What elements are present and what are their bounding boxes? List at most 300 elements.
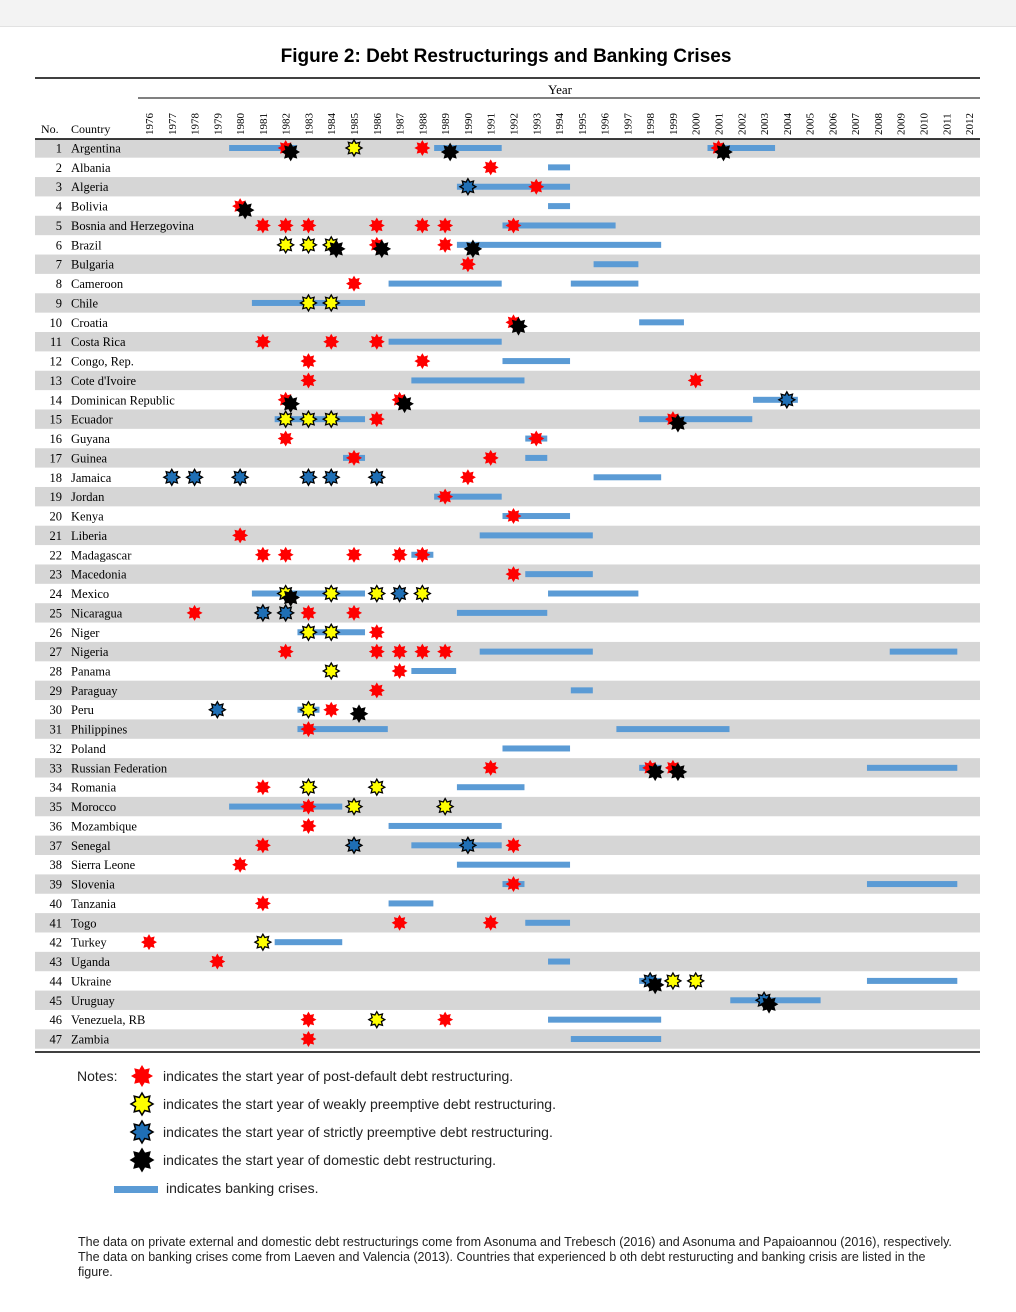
post-default-star [187, 605, 203, 621]
year-tick-2009: 2009 [895, 113, 908, 135]
year-tick-2002: 2002 [736, 113, 749, 135]
banking-crisis-bar [457, 242, 661, 248]
post-default-star [255, 217, 271, 233]
year-tick-1981: 1981 [257, 113, 270, 135]
domestic-star [397, 396, 413, 412]
year-tick-1994: 1994 [554, 113, 567, 135]
post-default-star [255, 895, 271, 911]
year-tick-2003: 2003 [759, 113, 772, 135]
row-number: 33 [49, 761, 62, 776]
row-number: 2 [55, 160, 62, 175]
weakly-preemptive-star [300, 411, 316, 427]
banking-crisis-bar [411, 668, 456, 674]
domestic-star [647, 977, 663, 993]
year-tick-2012: 2012 [964, 113, 977, 135]
post-default-star [278, 547, 294, 563]
post-default-star [278, 431, 294, 447]
weakly-preemptive-star [323, 663, 339, 679]
strictly-preemptive-star [323, 469, 339, 485]
country-label: Bulgaria [71, 257, 115, 272]
weakly-preemptive-star [300, 295, 316, 311]
year-tick-1997: 1997 [622, 113, 635, 135]
year-tick-2005: 2005 [804, 113, 817, 135]
row-number: 19 [49, 490, 62, 505]
country-label: Ukraine [71, 974, 112, 989]
year-tick-1988: 1988 [417, 113, 430, 135]
row-number: 10 [49, 315, 62, 330]
banking-crisis-bar [502, 358, 570, 364]
country-label: Poland [71, 741, 106, 756]
weakly-preemptive-star [323, 411, 339, 427]
domestic-star [442, 144, 458, 160]
post-default-star [232, 527, 248, 543]
year-tick-labels [144, 113, 976, 136]
banking-crisis-bar [457, 610, 547, 616]
post-default-star [300, 605, 316, 621]
post-default-star [278, 644, 294, 660]
country-label: Macedonia [71, 567, 127, 582]
row-band [35, 991, 980, 1010]
domestic-star [283, 144, 299, 160]
post-default-star [300, 217, 316, 233]
country-label: Niger [71, 625, 100, 640]
post-default-star [369, 644, 385, 660]
banking-crisis-bar [411, 842, 501, 848]
country-label: Brazil [71, 238, 102, 253]
country-label: Panama [71, 664, 111, 679]
post-default-star [300, 818, 316, 834]
banking-crisis-bar [252, 591, 365, 597]
post-default-star [414, 547, 430, 563]
country-label: Mozambique [71, 819, 137, 834]
post-default-star [437, 1012, 453, 1028]
year-tick-1990: 1990 [462, 113, 475, 135]
country-label: Togo [71, 916, 97, 931]
country-label: Guinea [71, 451, 108, 466]
row-number: 11 [49, 335, 62, 350]
row-band [35, 797, 980, 816]
legend-post-default-star [131, 1065, 153, 1087]
banking-crisis-bar [867, 978, 957, 984]
post-default-star [392, 547, 408, 563]
banking-crisis-bar [594, 474, 662, 480]
legend-domestic-text: indicates the start year of domestic debt restructuring. [163, 1152, 497, 1168]
post-default-star [505, 837, 521, 853]
row-number: 20 [49, 509, 62, 524]
row-number: 17 [49, 451, 62, 466]
banking-crisis-bar [571, 1036, 661, 1042]
strictly-preemptive-star [187, 469, 203, 485]
weakly-preemptive-star [278, 237, 294, 253]
country-label: Sierra Leone [71, 858, 136, 873]
weakly-preemptive-star [323, 624, 339, 640]
legend-strictly-preemptive-text: indicates the start year of strictly preemptive debt restructuring. [163, 1124, 553, 1140]
year-tick-1979: 1979 [212, 113, 225, 135]
row-band [35, 332, 980, 351]
post-default-star [414, 644, 430, 660]
row-backgrounds [35, 138, 980, 1048]
legend-banking-text: indicates banking crises. [166, 1180, 319, 1196]
country-label: Uganda [71, 955, 110, 970]
domestic-star [670, 764, 686, 780]
row-number: 13 [49, 373, 62, 388]
year-tick-1995: 1995 [576, 113, 589, 135]
banking-crisis-bar [548, 591, 638, 597]
row-number: 35 [49, 800, 62, 815]
year-tick-2007: 2007 [850, 113, 863, 135]
strictly-preemptive-star [346, 837, 362, 853]
post-default-star [300, 721, 316, 737]
banking-crisis-bar [229, 804, 342, 810]
post-default-star [369, 682, 385, 698]
row-number: 5 [55, 218, 62, 233]
post-default-star [505, 508, 521, 524]
banking-crisis-bar [457, 862, 570, 868]
row-number: 38 [49, 858, 62, 873]
post-default-star [460, 256, 476, 272]
post-default-star [688, 372, 704, 388]
domestic-star [351, 706, 367, 722]
post-default-star [232, 857, 248, 873]
row-number: 28 [49, 664, 62, 679]
post-default-star [255, 837, 271, 853]
row-number: 40 [49, 896, 62, 911]
row-number: 22 [49, 548, 62, 563]
weakly-preemptive-star [437, 799, 453, 815]
row-band [35, 952, 980, 971]
country-label: Croatia [71, 315, 108, 330]
post-default-star [369, 334, 385, 350]
banking-crisis-bar [457, 784, 525, 790]
country-label: Madagascar [71, 548, 132, 563]
post-default-star [300, 1012, 316, 1028]
banking-crisis-bar [275, 939, 343, 945]
row-band [35, 409, 980, 428]
country-label: Argentina [71, 141, 121, 156]
row-number: 8 [55, 277, 62, 292]
row-number: 24 [49, 587, 62, 602]
country-label: Philippines [71, 722, 128, 737]
year-tick-1984: 1984 [326, 113, 339, 135]
year-tick-1999: 1999 [667, 113, 680, 135]
weakly-preemptive-star [346, 799, 362, 815]
notes-label: Notes: [77, 1068, 118, 1084]
post-default-star [437, 217, 453, 233]
post-default-star [369, 624, 385, 640]
row-number: 30 [49, 703, 62, 718]
country-labels [50, 142, 195, 1047]
row-number: 1 [55, 141, 62, 156]
weakly-preemptive-star [300, 237, 316, 253]
strictly-preemptive-star [460, 179, 476, 195]
banking-crisis-bar [411, 377, 524, 383]
post-default-star [528, 431, 544, 447]
post-default-star [483, 915, 499, 931]
year-tick-2000: 2000 [690, 113, 703, 135]
country-label: Dominican Republic [71, 393, 175, 408]
country-label: Morocco [71, 800, 117, 815]
country-label: Kenya [71, 509, 104, 524]
row-band [35, 293, 980, 312]
post-default-star [255, 779, 271, 795]
weakly-preemptive-star [665, 973, 681, 989]
weakly-preemptive-star [278, 411, 294, 427]
banking-crisis-bar [548, 959, 570, 965]
year-tick-1978: 1978 [189, 113, 202, 135]
country-label: Ecuador [71, 412, 113, 427]
strictly-preemptive-star [369, 469, 385, 485]
row-number: 6 [55, 238, 62, 253]
banking-crisis-bar [389, 281, 502, 287]
banking-crisis-bar [867, 765, 957, 771]
col-country-header: Country [71, 122, 111, 136]
weakly-preemptive-star [255, 934, 271, 950]
banking-crisis-bar [571, 687, 593, 693]
row-number: 41 [49, 916, 62, 931]
country-label: Paraguay [71, 683, 118, 698]
post-default-star [300, 372, 316, 388]
row-number: 39 [49, 877, 62, 892]
banking-crisis-bar [594, 261, 639, 267]
row-band [35, 1029, 980, 1048]
country-label: Slovenia [71, 877, 115, 892]
row-number: 3 [55, 180, 62, 195]
domestic-star [716, 144, 732, 160]
weakly-preemptive-star [323, 586, 339, 602]
country-label: Bosnia and Herzegovina [71, 218, 194, 233]
year-tick-2004: 2004 [781, 113, 794, 135]
banking-crisis-bar [548, 203, 570, 209]
weakly-preemptive-star [369, 779, 385, 795]
weakly-preemptive-star [369, 1012, 385, 1028]
country-label: Nigeria [71, 645, 109, 660]
row-number: 43 [49, 955, 62, 970]
country-label: Peru [71, 703, 94, 718]
strictly-preemptive-star [164, 469, 180, 485]
year-tick-1983: 1983 [303, 113, 316, 135]
year-tick-1982: 1982 [280, 113, 293, 135]
legend-domestic-star [131, 1149, 153, 1171]
domestic-star [374, 241, 390, 257]
year-tick-1989: 1989 [440, 113, 453, 135]
legend-weakly-preemptive-text: indicates the start year of weakly preemptive debt restructuring. [163, 1096, 556, 1112]
year-tick-2006: 2006 [827, 113, 840, 135]
country-label: Uruguay [71, 993, 115, 1008]
post-default-star [505, 217, 521, 233]
year-tick-2008: 2008 [872, 113, 885, 135]
country-label: Romania [71, 780, 117, 795]
country-label: Costa Rica [71, 335, 126, 350]
country-label: Nicaragua [71, 606, 123, 621]
col-no-header: No. [41, 122, 59, 136]
banking-crisis-bar [571, 281, 639, 287]
post-default-star [483, 450, 499, 466]
row-number: 18 [49, 470, 62, 485]
country-label: Turkey [71, 935, 107, 950]
country-label: Congo, Rep. [71, 354, 134, 369]
country-label: Cote d'Ivoire [71, 373, 137, 388]
domestic-star [761, 996, 777, 1012]
strictly-preemptive-star [392, 586, 408, 602]
banking-crisis-bar [639, 319, 684, 325]
row-number: 16 [49, 432, 62, 447]
banking-crisis-bar [639, 416, 752, 422]
row-number: 29 [49, 683, 62, 698]
strictly-preemptive-star [779, 392, 795, 408]
year-tick-1980: 1980 [235, 113, 248, 135]
post-default-star [392, 915, 408, 931]
strictly-preemptive-star [232, 469, 248, 485]
post-default-star [255, 547, 271, 563]
legend-strictly-preemptive-star [131, 1121, 153, 1143]
strictly-preemptive-star [209, 702, 225, 718]
domestic-star [237, 202, 253, 218]
row-number: 14 [49, 393, 62, 408]
row-band [35, 913, 980, 932]
banking-crisis-bar [502, 745, 570, 751]
country-label: Mexico [71, 587, 110, 602]
year-tick-1977: 1977 [166, 113, 179, 135]
weakly-preemptive-star [369, 586, 385, 602]
banking-crisis-bar [867, 881, 957, 887]
post-default-star [346, 605, 362, 621]
banking-crisis-bar [389, 823, 502, 829]
country-label: Algeria [71, 180, 109, 195]
year-tick-2010: 2010 [918, 113, 931, 135]
row-number: 44 [49, 974, 62, 989]
row-band [35, 758, 980, 777]
weakly-preemptive-star [300, 624, 316, 640]
country-label: Jamaica [71, 470, 112, 485]
country-label: Bolivia [71, 199, 108, 214]
post-default-star [392, 663, 408, 679]
strictly-preemptive-star [460, 837, 476, 853]
post-default-star [437, 237, 453, 253]
post-default-star [483, 159, 499, 175]
footnote: The data on private external and domestic debt restructurings come from Asonuma and Trebesch (2016) and Asonuma and Papaioannou (2016), respectively. The data on banking crises come from Laeven and Valencia (2013). Countries that experienced b oth debt resturucting and banking crisis are listed in the figure. [78, 1235, 952, 1279]
post-default-star [278, 217, 294, 233]
post-default-star [141, 934, 157, 950]
post-default-star [483, 760, 499, 776]
strictly-preemptive-star [300, 469, 316, 485]
year-tick-1992: 1992 [508, 113, 521, 135]
country-label: Senegal [71, 838, 111, 853]
post-default-star [369, 411, 385, 427]
year-tick-2011: 2011 [941, 113, 954, 135]
banking-crisis-bar [616, 726, 729, 732]
row-number: 7 [55, 257, 62, 272]
post-default-star [255, 334, 271, 350]
country-label: Liberia [71, 528, 108, 543]
domestic-star [328, 241, 344, 257]
weakly-preemptive-star [346, 140, 362, 156]
post-default-star [369, 217, 385, 233]
post-default-star [300, 353, 316, 369]
year-tick-1996: 1996 [599, 113, 612, 135]
weakly-preemptive-star [323, 295, 339, 311]
row-number: 12 [49, 354, 62, 369]
legend-post-default-text: indicates the start year of post-default debt restructuring. [163, 1068, 514, 1084]
row-number: 25 [49, 606, 62, 621]
row-number: 23 [49, 567, 62, 582]
post-default-star [323, 702, 339, 718]
post-default-star [209, 954, 225, 970]
post-default-star [346, 547, 362, 563]
country-label: Cameroon [71, 277, 124, 292]
post-default-star [414, 140, 430, 156]
post-default-star [528, 179, 544, 195]
banking-crisis-bar [480, 532, 593, 538]
post-default-star [460, 469, 476, 485]
row-number: 9 [55, 296, 62, 311]
strictly-preemptive-star [255, 605, 271, 621]
row-number: 34 [49, 780, 62, 795]
weakly-preemptive-star [300, 779, 316, 795]
row-number: 27 [49, 645, 62, 660]
country-label: Jordan [71, 490, 105, 505]
row-number: 31 [49, 722, 62, 737]
year-axis-label: Year [548, 82, 572, 97]
year-tick-1998: 1998 [645, 113, 658, 135]
country-label: Chile [71, 296, 99, 311]
domestic-star [647, 764, 663, 780]
year-tick-1976: 1976 [144, 113, 156, 135]
country-label: Venezuela, RB [71, 1013, 146, 1028]
legend-banking-bar [114, 1186, 158, 1193]
country-label: Zambia [71, 1032, 110, 1047]
row-band [35, 487, 980, 506]
weakly-preemptive-star [688, 973, 704, 989]
country-label: Russian Federation [71, 761, 168, 776]
banking-crisis-bar [525, 455, 547, 461]
year-tick-1985: 1985 [349, 113, 362, 135]
post-default-star [323, 334, 339, 350]
post-default-star [392, 644, 408, 660]
row-number: 37 [49, 838, 62, 853]
chart-title: Figure 2: Debt Restructurings and Banking Crises [280, 46, 732, 67]
post-default-star [300, 799, 316, 815]
domestic-star [670, 415, 686, 431]
domestic-star [283, 396, 299, 412]
row-number: 42 [49, 935, 62, 950]
row-number: 15 [49, 412, 62, 427]
post-default-star [414, 353, 430, 369]
row-number: 32 [49, 741, 62, 756]
row-number: 36 [49, 819, 62, 834]
strictly-preemptive-star [278, 605, 294, 621]
banking-crisis-bar [525, 571, 593, 577]
row-band [35, 255, 980, 274]
year-tick-1991: 1991 [485, 113, 498, 135]
domestic-star [510, 318, 526, 334]
post-default-star [437, 489, 453, 505]
banking-crisis-bar [480, 649, 593, 655]
chart-marks [141, 140, 957, 1047]
row-band [35, 681, 980, 700]
row-number: 45 [49, 993, 62, 1008]
post-default-star [346, 276, 362, 292]
post-default-star [300, 1031, 316, 1047]
year-tick-1993: 1993 [531, 113, 544, 135]
banking-crisis-bar [525, 920, 570, 926]
weakly-preemptive-star [300, 702, 316, 718]
row-number: 47 [49, 1032, 62, 1047]
row-band [35, 448, 980, 467]
country-label: Albania [71, 160, 111, 175]
row-number: 46 [49, 1013, 62, 1028]
post-default-star [346, 450, 362, 466]
row-number: 26 [49, 625, 62, 640]
